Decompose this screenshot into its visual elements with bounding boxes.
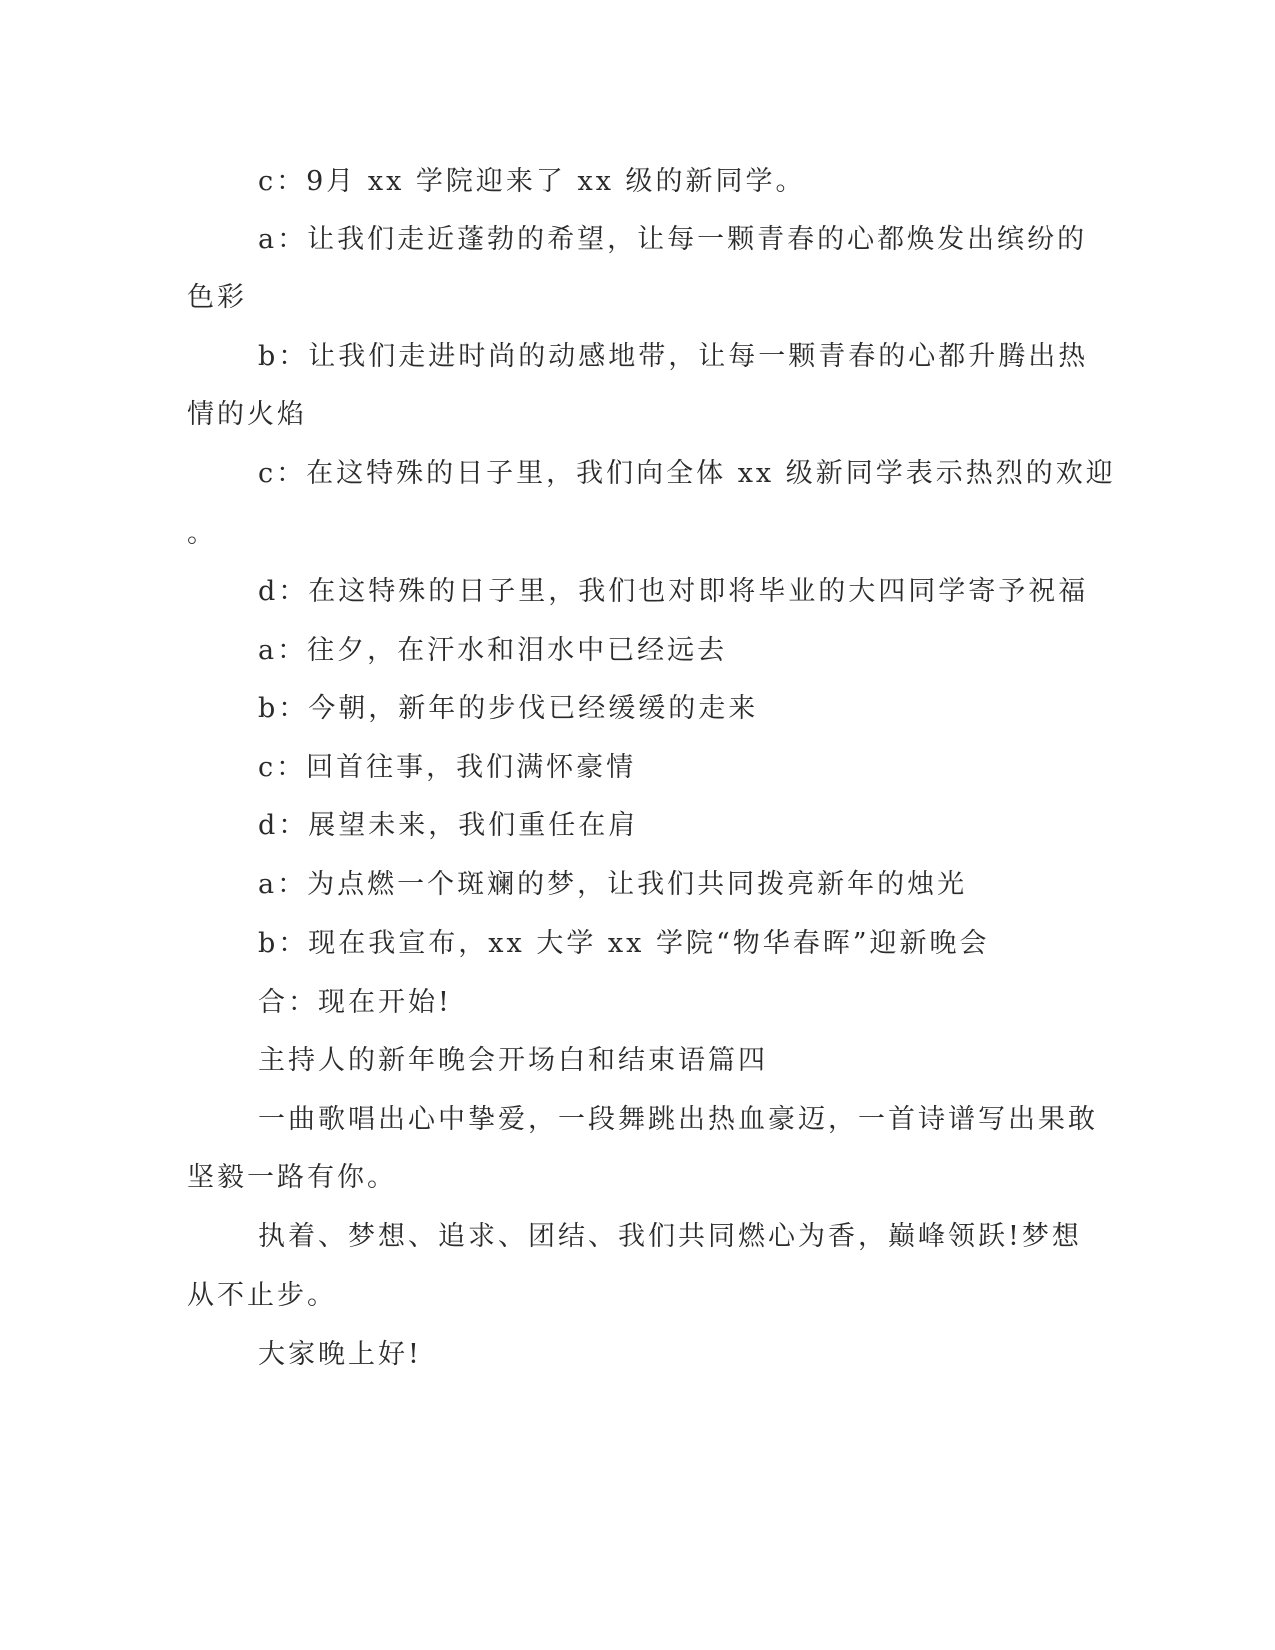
text-line: d：在这特殊的日子里，我们也对即将毕业的大四同学寄予祝福 — [258, 576, 1089, 607]
text-line: b：今朝，新年的步伐已经缓缓的走来 — [258, 693, 759, 724]
text-line: 坚毅一路有你。 — [187, 1162, 397, 1193]
text-line: a：为点燃一个斑斓的梦，让我们共同拨亮新年的烛光 — [258, 869, 968, 900]
text-line: 执着、梦想、追求、团结、我们共同燃心为香，巅峰领跃!梦想 — [258, 1221, 1082, 1252]
section-heading: 主持人的新年晚会开场白和结束语篇四 — [258, 1045, 768, 1076]
text-line: 一曲歌唱出心中挚爱，一段舞跳出热血豪迈，一首诗谱写出果敢 — [258, 1104, 1098, 1135]
text-line: b：让我们走进时尚的动感地带，让每一颗青春的心都升腾出热 — [258, 341, 1089, 372]
text-line: 色彩 — [187, 282, 247, 313]
text-line: 合：现在开始! — [258, 987, 452, 1018]
text-line: 从不止步。 — [187, 1280, 337, 1311]
text-line: c：回首往事，我们满怀豪情 — [258, 752, 637, 783]
text-line: c：在这特殊的日子里，我们向全体 xx 级新同学表示热烈的欢迎 — [258, 458, 1116, 489]
text-line: 。 — [187, 518, 217, 549]
text-line: a：让我们走近蓬勃的希望，让每一颗青春的心都焕发出缤纷的 — [258, 224, 1088, 255]
text-line: a：往夕，在汗水和泪水中已经远去 — [258, 635, 728, 666]
text-line: b：现在我宣布，xx 大学 xx 学院“物华春晖”迎新晚会 — [258, 928, 990, 959]
text-line: c：9月 xx 学院迎来了 xx 级的新同学。 — [258, 166, 806, 197]
text-line: 大家晚上好! — [258, 1339, 422, 1370]
text-line: 情的火焰 — [187, 399, 307, 430]
text-line: d：展望未来，我们重任在肩 — [258, 810, 639, 841]
